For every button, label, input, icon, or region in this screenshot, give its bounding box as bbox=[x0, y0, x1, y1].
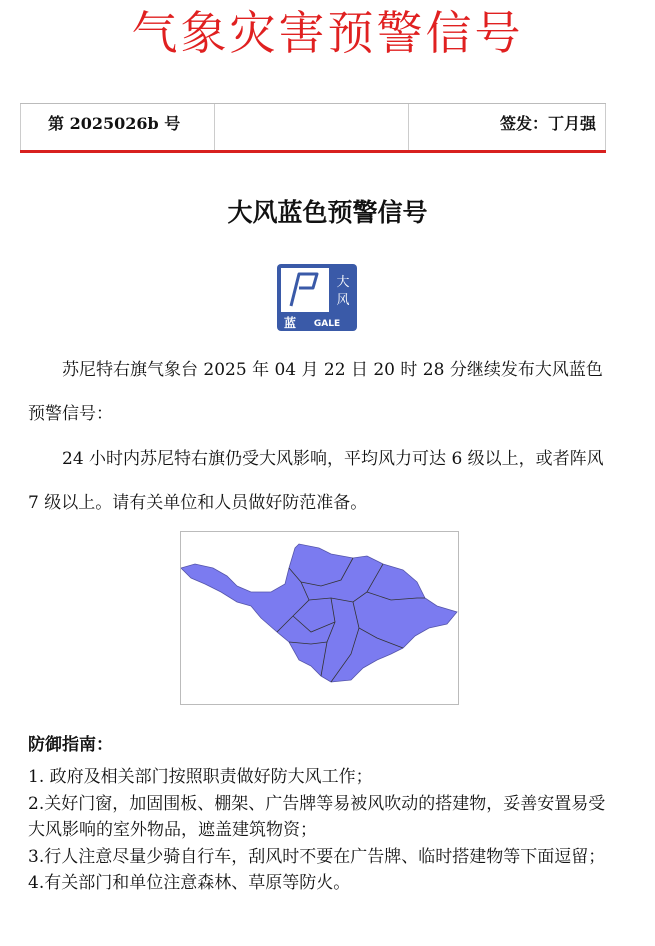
region-map-svg bbox=[181, 532, 458, 704]
info-bar bbox=[20, 103, 606, 153]
divider bbox=[20, 104, 21, 150]
gale-blue-warning-icon bbox=[277, 264, 357, 331]
guide-title: 防御指南： bbox=[28, 735, 113, 755]
divider bbox=[605, 104, 606, 150]
guide-item: 2.关好门窗，加固围板、棚架、广告牌等易被风吹动的搭建物，妥善安置易受大风影响的室外物品，遮盖建筑物资； bbox=[28, 793, 606, 840]
paragraph-issue: 苏尼特右旗气象台 2025 年 04 月 22 日 20 时 28 分继续发布大风蓝色预警信号： bbox=[28, 360, 603, 424]
region-shape bbox=[181, 544, 457, 682]
guide-list bbox=[28, 764, 618, 897]
guide-item: 3.行人注意尽量少骑自行车，刮风时不要在广告牌、临时搭建物等下面逗留； bbox=[28, 846, 606, 867]
icon-level-char: 蓝 bbox=[283, 316, 297, 330]
guide-item: 1. 政府及相关部门按照职责做好防大风工作； bbox=[28, 767, 373, 787]
banner-title: 气象灾害预警信号 bbox=[131, 6, 524, 60]
page-title: 大风蓝色预警信号 bbox=[227, 198, 428, 227]
signer: 签发：丁月强 bbox=[499, 114, 596, 133]
guide-item: 4.有关部门和单位注意森林、草原等防火。 bbox=[28, 873, 351, 893]
document-number: 第 2025026b 号 bbox=[48, 114, 181, 133]
icon-english: GALE bbox=[313, 319, 341, 329]
icon-text-bottom: 风 bbox=[336, 293, 350, 308]
divider bbox=[408, 104, 409, 150]
region-map bbox=[180, 531, 459, 705]
icon-text-top: 大 bbox=[336, 275, 350, 290]
paragraph-forecast: 24 小时内苏尼特右旗仍受大风影响，平均风力可达 6 级以上，或者阵风 7 级以上。请有关单位和人员做好防范准备。 bbox=[28, 449, 604, 513]
divider bbox=[214, 104, 215, 150]
